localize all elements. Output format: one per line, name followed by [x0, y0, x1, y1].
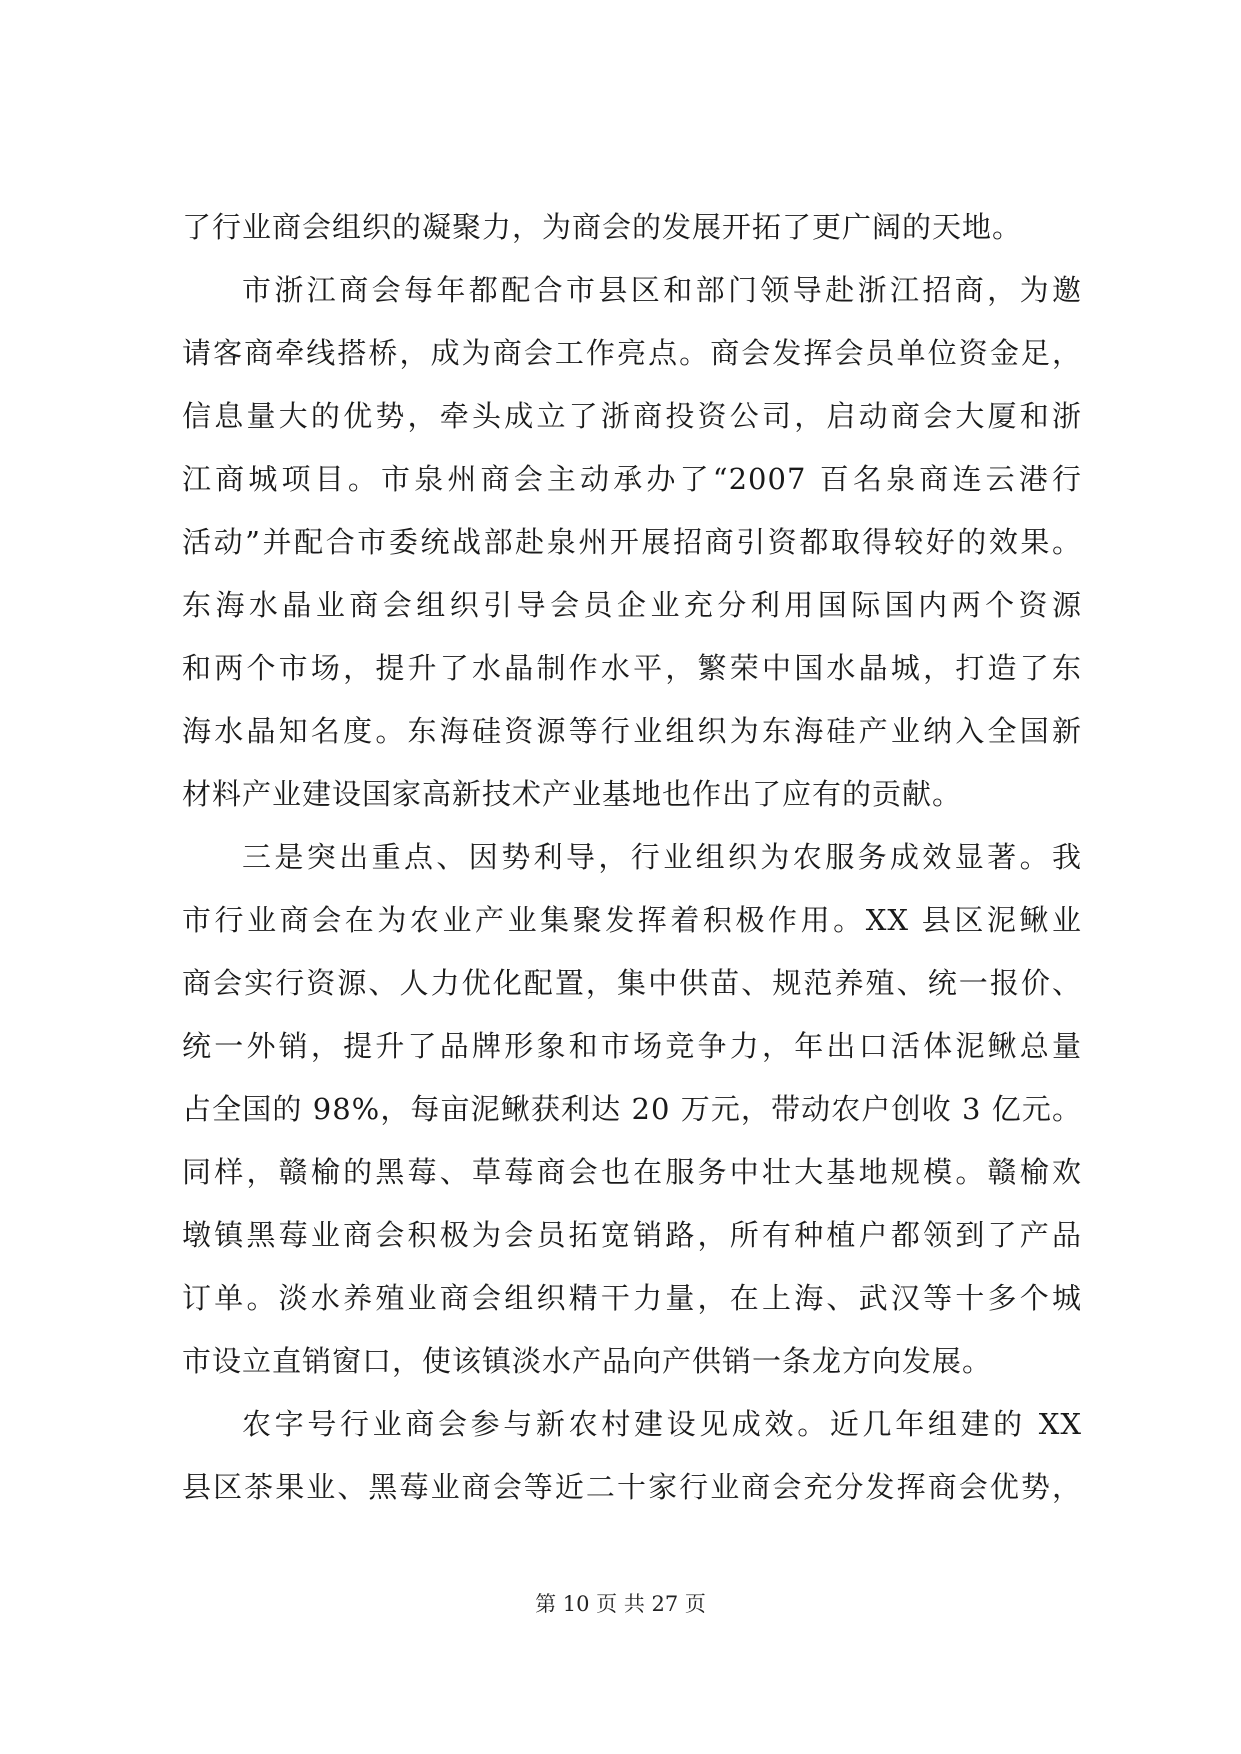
paragraph-agricultural-service: [182, 826, 1082, 1393]
text-line: 材料产业建设国家高新技术产业基地也作出了应有的贡献。: [182, 777, 963, 811]
text-line: 活动”并配合市委统战部赴泉州开展招商引资都取得较好的效果。: [182, 525, 1082, 559]
text-line: 同样，赣榆的黑莓、草莓商会也在服务中壮大基地规模。赣榆欢: [182, 1155, 1082, 1189]
text-line: 市浙江商会每年都配合市县区和部门领导赴浙江招商，为邀: [242, 273, 1082, 307]
paragraph-new-countryside: [182, 1393, 1082, 1519]
text-line: 统一外销，提升了品牌形象和市场竞争力，年出口活体泥鳅总量: [182, 1029, 1082, 1063]
text-line: 市行业商会在为农业产业集聚发挥着积极作用。XX 县区泥鳅业: [182, 903, 1082, 937]
text-line: 了行业商会组织的凝聚力，为商会的发展开拓了更广阔的天地。: [182, 210, 1023, 244]
text-line: 墩镇黑莓业商会积极为会员拓宽销路，所有种植户都领到了产品: [182, 1218, 1082, 1252]
text-line: 农字号行业商会参与新农村建设见成效。近几年组建的 XX: [242, 1407, 1082, 1441]
page-number-footer: 第 10 页 共 27 页: [535, 1592, 706, 1616]
text-line: 海水晶知名度。东海硅资源等行业组织为东海硅产业纳入全国新: [182, 714, 1082, 748]
text-line: 江商城项目。市泉州商会主动承办了“2007 百名泉商连云港行: [182, 462, 1082, 496]
text-line: 三是突出重点、因势利导，行业组织为农服务成效显著。我: [242, 840, 1082, 874]
body-text: [182, 196, 1082, 1519]
text-line: 市设立直销窗口，使该镇淡水产品向产供销一条龙方向发展。: [182, 1344, 993, 1378]
paragraph-continuation: [182, 196, 1082, 259]
paragraph-zhejiang-chamber: [182, 259, 1082, 826]
text-line: 占全国的 98%，每亩泥鳅获利达 20 万元，带动农户创收 3 亿元。: [182, 1092, 1082, 1126]
text-line: 信息量大的优势，牵头成立了浙商投资公司，启动商会大厦和浙: [182, 399, 1082, 433]
text-line: 商会实行资源、人力优化配置，集中供苗、规范养殖、统一报价、: [182, 966, 1082, 1000]
text-line: 东海水晶业商会组织引导会员企业充分利用国际国内两个资源: [182, 588, 1082, 622]
text-line: 请客商牵线搭桥，成为商会工作亮点。商会发挥会员单位资金足，: [182, 336, 1082, 370]
text-line: 和两个市场，提升了水晶制作水平，繁荣中国水晶城，打造了东: [182, 651, 1082, 685]
text-line: 县区茶果业、黑莓业商会等近二十家行业商会充分发挥商会优势，: [182, 1470, 1082, 1504]
text-line: 订单。淡水养殖业商会组织精干力量，在上海、武汉等十多个城: [182, 1281, 1082, 1315]
